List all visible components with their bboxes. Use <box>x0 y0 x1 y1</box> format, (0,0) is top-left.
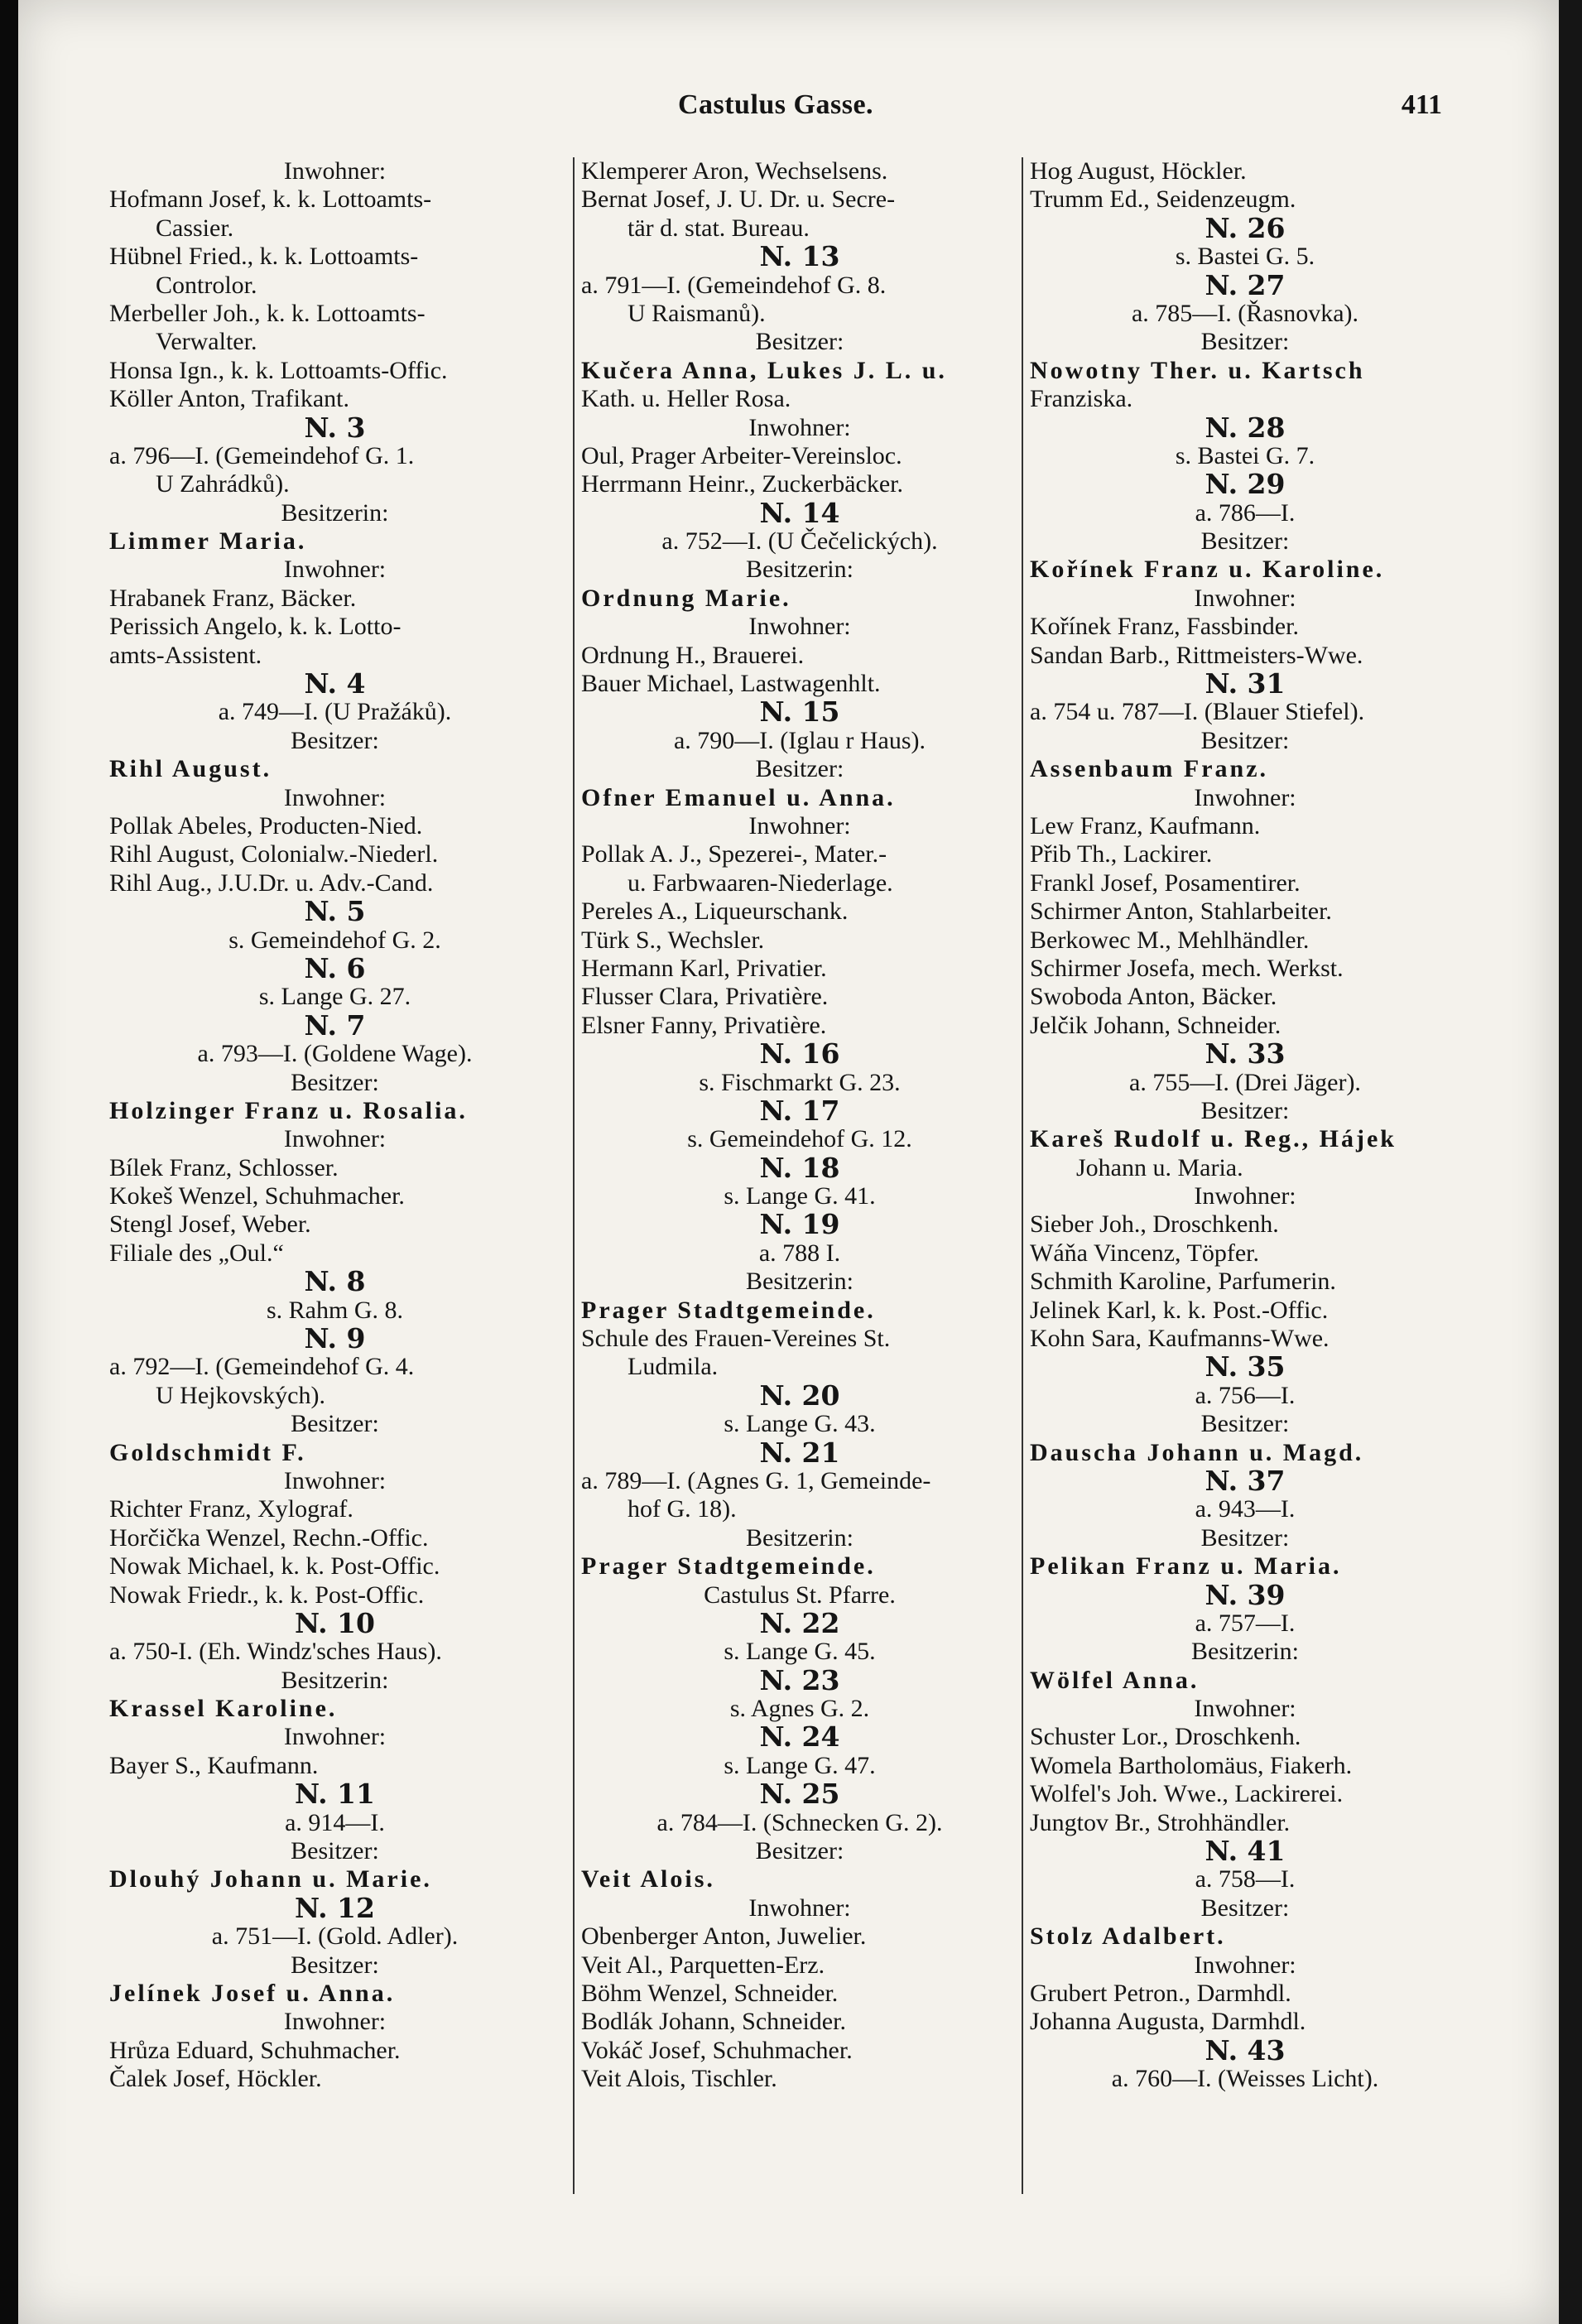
owner-name: Ordnung Marie. <box>581 584 791 612</box>
house-number-heading: N. 11 <box>295 1780 375 1809</box>
address-line: a. 943—I. <box>1195 1495 1296 1523</box>
directory-entry: Schuster Lor., Droschkenh. <box>1030 1723 1301 1751</box>
directory-entry: Stengl Josef, Weber. <box>109 1210 311 1239</box>
directory-entry: Wolfel's Joh. Wwe., Lackirerei. <box>1030 1780 1344 1808</box>
directory-entry: Veit Al., Parquetten-Erz. <box>581 1951 825 1979</box>
house-number-heading: N. 41 <box>1205 1837 1286 1866</box>
directory-entry: Veit Alois, Tischler. <box>581 2065 777 2093</box>
owner-name: Assenbaum Franz. <box>1030 755 1269 783</box>
directory-entry: Schmith Karoline, Parfumerin. <box>1030 1268 1336 1296</box>
address-line: s. Fischmarkt G. 23. <box>699 1068 901 1096</box>
directory-entry: Herrmann Heinr., Zuckerbäcker. <box>581 470 903 498</box>
house-number-heading: N. 14 <box>759 498 840 528</box>
directory-entry: Trumm Ed., Seidenzeugm. <box>1030 185 1296 214</box>
address-line: a. 793—I. (Goldene Wage). <box>197 1040 473 1068</box>
directory-entry: Grubert Petron., Darmhdl. <box>1030 1980 1291 2007</box>
section-label: Inwohner: <box>1194 1695 1296 1723</box>
directory-entry: Horčička Wenzel, Rechn.-Offic. <box>109 1523 429 1552</box>
directory-entry: Sandan Barb., Rittmeisters-Wwe. <box>1030 641 1363 669</box>
address-line: a. 790—I. (Iglau r Haus). <box>673 726 926 754</box>
directory-entry: a. 792—I. (Gemeindehof G. 4. <box>109 1353 415 1381</box>
house-number-heading: N. 21 <box>759 1438 840 1467</box>
address-line: a. 788 I. <box>758 1239 841 1267</box>
section-label: Inwohner: <box>283 1466 387 1494</box>
directory-entry: Schule des Frauen-Vereines St. <box>581 1325 891 1353</box>
entry-continuation: Controlor. <box>156 271 257 299</box>
directory-entry: Kokeš Wenzel, Schuhmacher. <box>109 1182 405 1210</box>
section-label: Besitzer: <box>291 1410 379 1438</box>
directory-entry: Bauer Michael, Lastwagenhlt. <box>581 670 881 698</box>
house-number-heading: N. 35 <box>1205 1353 1286 1382</box>
entry-continuation: U Raismanů). <box>628 299 766 327</box>
directory-entry: Ordnung H., Brauerei. <box>581 641 805 669</box>
entry-continuation: Ludmila. <box>628 1353 719 1381</box>
directory-entry: Hrabanek Franz, Bäcker. <box>109 584 357 612</box>
section-label: Inwohner: <box>1194 1182 1296 1210</box>
house-number-heading: N. 3 <box>304 413 366 442</box>
directory-entry: Oul, Prager Arbeiter-Vereinsloc. <box>581 441 902 469</box>
section-label: Besitzerin: <box>281 1666 389 1694</box>
house-number-heading: N. 5 <box>304 897 366 926</box>
directory-entry: Rihl Aug., J.U.Dr. u. Adv.-Cand. <box>109 868 434 897</box>
house-number-heading: N. 17 <box>759 1096 840 1126</box>
directory-entry: Kath. u. Heller Rosa. <box>581 385 791 413</box>
house-number-heading: N. 33 <box>1205 1040 1286 1069</box>
page-title: Castulus Gasse. <box>677 89 874 120</box>
section-label: Inwohner: <box>1194 783 1296 811</box>
directory-entry: Richter Franz, Xylograf. <box>109 1495 353 1523</box>
directory-entry: Schirmer Anton, Stahlarbeiter. <box>1030 897 1332 926</box>
owner-name: Veit Alois. <box>581 1865 715 1893</box>
section-label: Besitzerin: <box>281 498 389 527</box>
text-column-3 <box>1022 157 1460 2194</box>
owner-name: Limmer Maria. <box>109 527 307 556</box>
address-line: a. 914—I. <box>285 1808 385 1836</box>
house-number-heading: N. 7 <box>304 1011 366 1041</box>
directory-entry: Nowak Friedr., k. k. Post-Offic. <box>109 1581 425 1609</box>
house-number-heading: N. 29 <box>1205 470 1286 499</box>
owner-name: Rihl August. <box>109 755 272 783</box>
house-number-heading: N. 10 <box>295 1609 375 1638</box>
directory-entry: Berkowec M., Mehlhändler. <box>1030 926 1310 954</box>
section-label: Besitzerin: <box>746 1523 854 1552</box>
directory-entry: Kořínek Franz, Fassbinder. <box>1030 613 1299 641</box>
owner-name: Dauscha Johann u. Magd. <box>1030 1438 1364 1466</box>
address-line: a. 749—I. (U Pražáků). <box>218 698 452 726</box>
house-number-heading: N. 37 <box>1205 1466 1286 1496</box>
section-label: Besitzerin: <box>1191 1638 1299 1666</box>
owner-name: Goldschmidt F. <box>109 1438 306 1466</box>
text-column-2 <box>573 157 1018 2194</box>
owner-name: Nowotny Ther. u. Kartsch <box>1030 356 1365 384</box>
address-line: a. 785—I. (Řasnovka). <box>1131 299 1359 327</box>
directory-entry: Frankl Josef, Posamentirer. <box>1030 868 1301 897</box>
owner-name: Kareš Rudolf u. Reg., Hájek <box>1030 1125 1397 1153</box>
section-label: Besitzerin: <box>746 1268 854 1296</box>
house-number-heading: N. 26 <box>1205 214 1286 243</box>
directory-entry: Čalek Josef, Höckler. <box>109 2065 322 2093</box>
section-label: Besitzerin: <box>746 556 854 584</box>
house-number-heading: N. 6 <box>304 954 366 984</box>
house-number-heading: N. 9 <box>304 1325 366 1354</box>
address-line: s. Lange G. 41. <box>724 1182 876 1210</box>
directory-entry: Rihl August, Colonialw.-Niederl. <box>109 840 439 868</box>
house-number-heading: N. 4 <box>304 670 366 699</box>
address-line: s. Lange G. 27. <box>258 983 411 1011</box>
entry-continuation: U Hejkovských). <box>156 1381 325 1409</box>
address-line: a. 751—I. (Gold. Adler). <box>211 1922 459 1951</box>
address-line: a. 758—I. <box>1195 1865 1296 1893</box>
text-column-1 <box>109 157 560 2194</box>
directory-entry: Bernat Josef, J. U. Dr. u. Secre- <box>581 185 896 214</box>
section-label: Besitzer: <box>755 755 844 783</box>
owner-name: Dlouhý Johann u. Marie. <box>109 1865 432 1893</box>
owner-name: Pelikan Franz u. Maria. <box>1030 1552 1342 1581</box>
entry-continuation: hof G. 18). <box>628 1495 737 1523</box>
page-header <box>109 89 1442 131</box>
directory-entry: Böhm Wenzel, Schneider. <box>581 1980 839 2007</box>
section-label: Inwohner: <box>748 1893 851 1922</box>
directory-entry: Swoboda Anton, Bäcker. <box>1030 983 1277 1011</box>
owner-name: Kučera Anna, Lukes J. L. u. <box>581 356 947 384</box>
owner-name: Kořínek Franz u. Karoline. <box>1030 556 1385 584</box>
owner-name: Stolz Adalbert. <box>1030 1922 1226 1951</box>
address-line: a. 752—I. (U Čečelických). <box>661 527 938 556</box>
directory-entry: Franziska. <box>1030 385 1133 413</box>
house-number-heading: N. 31 <box>1205 670 1286 699</box>
directory-entry: Bayer S., Kaufmann. <box>109 1751 319 1779</box>
address-line: s. Bastei G. 5. <box>1175 243 1315 271</box>
directory-entry: a. 791—I. (Gemeindehof G. 8. <box>581 271 887 299</box>
section-label: Besitzer: <box>1200 527 1290 556</box>
house-number-heading: N. 13 <box>759 243 840 272</box>
section-label: Besitzer: <box>1200 726 1290 754</box>
section-label: Castulus St. Pfarre. <box>704 1581 896 1609</box>
section-label: Inwohner: <box>283 2008 387 2036</box>
entry-continuation: Verwalter. <box>156 328 257 356</box>
owner-name: Ofner Emanuel u. Anna. <box>581 783 896 811</box>
address-line: s. Bastei G. 7. <box>1175 441 1315 469</box>
house-number-heading: N. 8 <box>304 1268 366 1297</box>
document-page <box>18 0 1560 2324</box>
directory-entry: Lew Franz, Kaufmann. <box>1030 811 1261 840</box>
section-label: Besitzer: <box>755 328 844 356</box>
directory-entry: Jelčik Johann, Schneider. <box>1030 1011 1281 1039</box>
directory-entry: Womela Bartholomäus, Fiakerh. <box>1030 1751 1353 1779</box>
section-label: Inwohner: <box>283 157 387 185</box>
section-label: Inwohner: <box>283 556 387 584</box>
owner-name: Wölfel Anna. <box>1030 1666 1200 1694</box>
section-label: Inwohner: <box>283 783 387 811</box>
directory-entry: Pollak A. J., Spezerei-, Mater.- <box>581 840 887 868</box>
directory-entry: Hrůza Eduard, Schuhmacher. <box>109 2036 401 2064</box>
section-label: Inwohner: <box>283 1723 387 1751</box>
address-line: a. 784—I. (Schnecken G. 2). <box>656 1808 943 1836</box>
directory-entry: Vokáč Josef, Schuhmacher. <box>581 2036 853 2064</box>
address-line: a. 755—I. (Drei Jäger). <box>1129 1068 1361 1096</box>
directory-entry: a. 789—I. (Agnes G. 1, Gemeinde- <box>581 1466 931 1494</box>
address-line: s. Agnes G. 2. <box>729 1695 870 1723</box>
section-label: Besitzer: <box>1200 1523 1290 1552</box>
section-label: Besitzer: <box>1200 1893 1290 1922</box>
address-line: s. Lange G. 43. <box>724 1410 876 1438</box>
directory-entry: a. 796—I. (Gemeindehof G. 1. <box>109 441 415 469</box>
address-line: a. 757—I. <box>1195 1609 1296 1637</box>
owner-name: Prager Stadtgemeinde. <box>581 1296 876 1324</box>
directory-entry: Obenberger Anton, Juwelier. <box>581 1922 867 1951</box>
address-line: s. Gemeindehof G. 12. <box>687 1125 912 1153</box>
directory-entry: Hog August, Höckler. <box>1030 157 1247 185</box>
owner-name: Jelínek Josef u. Anna. <box>109 1980 396 2007</box>
house-number-heading: N. 19 <box>759 1210 840 1239</box>
directory-entry: Perissich Angelo, k. k. Lotto- <box>109 613 402 641</box>
house-number-heading: N. 39 <box>1205 1581 1286 1609</box>
directory-entry: Johanna Augusta, Darmhdl. <box>1030 2008 1306 2036</box>
house-number-heading: N. 43 <box>1205 2036 1286 2066</box>
directory-entry: Nowak Michael, k. k. Post-Offic. <box>109 1552 440 1581</box>
section-label: Besitzer: <box>755 1837 844 1865</box>
directory-entry: Filiale des „Oul.“ <box>109 1239 284 1267</box>
section-label: Inwohner: <box>283 1125 387 1153</box>
address-line: s. Lange G. 47. <box>724 1751 876 1779</box>
directory-entry: Jungtov Br., Strohhändler. <box>1030 1808 1291 1836</box>
address-line: s. Rahm G. 8. <box>267 1296 403 1324</box>
owner-name: Holzinger Franz u. Rosalia. <box>109 1096 468 1124</box>
directory-entry: Elsner Fanny, Privatière. <box>581 1011 827 1039</box>
house-number-heading: N. 16 <box>759 1040 840 1069</box>
section-label: Inwohner: <box>1194 584 1296 612</box>
address-line: a. 786—I. <box>1195 498 1296 527</box>
directory-entry: a. 754 u. 787—I. (Blauer Stiefel). <box>1030 698 1365 726</box>
directory-entry: Bílek Franz, Schlosser. <box>109 1153 339 1181</box>
directory-entry: amts-Assistent. <box>109 641 262 669</box>
address-line: s. Lange G. 45. <box>724 1638 876 1666</box>
house-number-heading: N. 18 <box>759 1153 840 1183</box>
entry-continuation: Johann u. Maria. <box>1076 1153 1243 1181</box>
directory-entry: Sieber Joh., Droschkenh. <box>1030 1210 1279 1239</box>
address-line: a. 756—I. <box>1195 1381 1296 1409</box>
scan-edge <box>1559 0 1582 2324</box>
directory-entry: Hermann Karl, Privatier. <box>581 954 827 982</box>
section-label: Besitzer: <box>1200 1410 1290 1438</box>
address-line: s. Gemeindehof G. 2. <box>228 926 441 954</box>
section-label: Inwohner: <box>748 413 851 441</box>
directory-entry: Kohn Sara, Kaufmanns-Wwe. <box>1030 1325 1330 1353</box>
house-number-heading: N. 25 <box>759 1780 840 1809</box>
section-label: Inwohner: <box>748 811 851 840</box>
directory-entry: a. 750-I. (Eh. Windz'sches Haus). <box>109 1638 442 1666</box>
directory-entry: Honsa Ign., k. k. Lottoamts-Offic. <box>109 356 448 384</box>
directory-entry: Schirmer Josefa, mech. Werkst. <box>1030 954 1344 982</box>
entry-continuation: tär d. stat. Bureau. <box>628 214 810 242</box>
directory-entry: Klemperer Aron, Wechselsens. <box>581 157 888 185</box>
section-label: Inwohner: <box>1194 1951 1296 1979</box>
directory-entry: Hübnel Fried., k. k. Lottoamts- <box>109 243 419 271</box>
section-label: Besitzer: <box>1200 328 1290 356</box>
directory-entry: Türk S., Wechsler. <box>581 926 765 954</box>
entry-continuation: u. Farbwaaren-Niederlage. <box>628 868 893 897</box>
directory-entry: Bodlák Johann, Schneider. <box>581 2008 846 2036</box>
section-label: Besitzer: <box>1200 1096 1290 1124</box>
house-number-heading: N. 27 <box>1205 271 1286 300</box>
owner-name: Krassel Karoline. <box>109 1695 338 1723</box>
house-number-heading: N. 22 <box>759 1609 840 1638</box>
address-line: a. 760—I. (Weisses Licht). <box>1111 2065 1379 2093</box>
page-number: 411 <box>1401 89 1442 120</box>
directory-entry: Hofmann Josef, k. k. Lottoamts- <box>109 185 432 214</box>
section-label: Besitzer: <box>291 1068 379 1096</box>
entry-continuation: U Zahrádků). <box>156 470 290 498</box>
directory-entry: Pollak Abeles, Producten-Nied. <box>109 811 423 840</box>
directory-entry: Köller Anton, Trafikant. <box>109 385 349 413</box>
directory-entry: Pereles A., Liqueurschank. <box>581 897 849 926</box>
house-number-heading: N. 23 <box>759 1666 840 1696</box>
directory-entry: Flusser Clara, Privatière. <box>581 983 829 1011</box>
directory-entry: Wáňa Vincenz, Töpfer. <box>1030 1239 1259 1267</box>
section-label: Besitzer: <box>291 1951 379 1979</box>
house-number-heading: N. 24 <box>759 1723 840 1752</box>
directory-entry: Jelinek Karl, k. k. Post.-Offic. <box>1030 1296 1329 1324</box>
house-number-heading: N. 15 <box>759 698 840 727</box>
section-label: Besitzer: <box>291 1837 379 1865</box>
section-label: Besitzer: <box>291 726 379 754</box>
owner-name: Prager Stadtgemeinde. <box>581 1552 876 1581</box>
entry-continuation: Cassier. <box>156 214 234 242</box>
directory-entry: Merbeller Joh., k. k. Lottoamts- <box>109 299 426 327</box>
house-number-heading: N. 12 <box>295 1893 375 1923</box>
house-number-heading: N. 28 <box>1205 413 1286 442</box>
section-label: Inwohner: <box>748 613 851 641</box>
house-number-heading: N. 20 <box>759 1381 840 1411</box>
directory-entry: Přib Th., Lackirer. <box>1030 840 1213 868</box>
